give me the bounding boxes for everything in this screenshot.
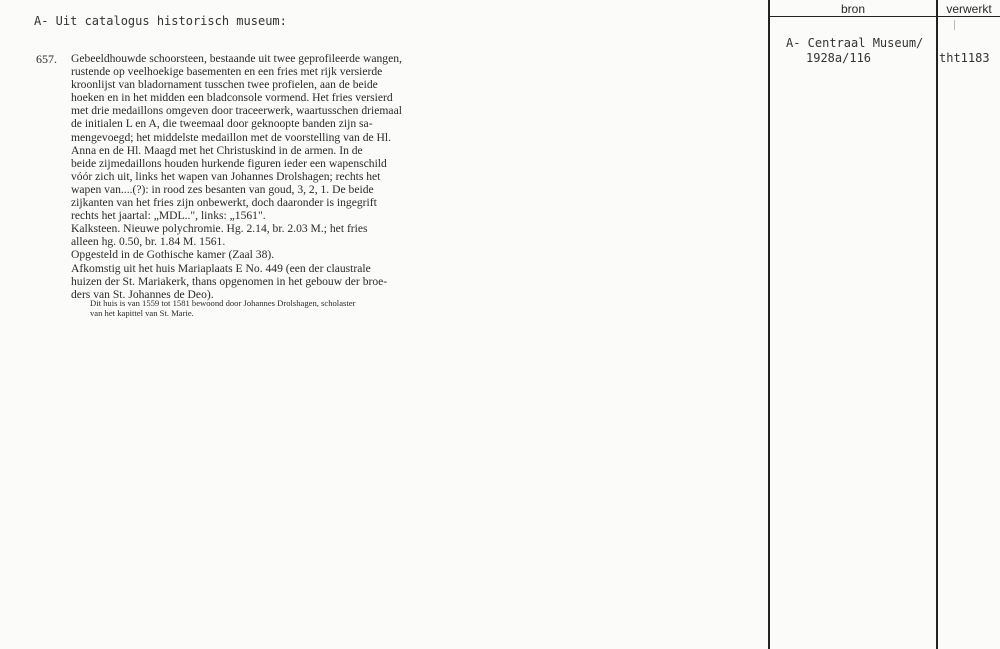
entry-line: Kalksteen. Nieuwe polychromie. Hg. 2.14, br. 2.03 M.; het fries <box>71 222 368 236</box>
entry-line: de initialen L en A, die tweemaal door geknoopte banden zijn sa- <box>71 117 373 131</box>
entry-line: wapen van....(?): in rood zes besanten van goud, 3, 2, 1. De beide <box>71 182 374 196</box>
entry-line: Opgesteld in de Gothische kamer (Zaal 38). <box>71 248 275 262</box>
entry-number: 657. <box>36 52 57 66</box>
footnote-line: van het kapittel van St. Marie. <box>90 308 194 319</box>
entry-line: rechts het jaartal: „MDL..", links: „1561". <box>71 209 266 223</box>
entry-line: zijkanten van het fries zijn onbewerkt, doch daaronder is ingegrift <box>71 196 377 210</box>
footnote <box>90 298 470 319</box>
entry-line: met drie medaillons omgeven door traceerwerk, waartusschen driemaal <box>71 104 402 118</box>
column-header-bron: bron <box>840 2 866 16</box>
entry-line: mengevoegd; het middelste medaillon met de voorstelling van de Hl. <box>71 130 392 144</box>
entry-line: vóór zich uit, links het wapen van Johannes Drolshagen; rechts het <box>71 169 381 183</box>
page-heading: A- Uit catalogus historisch museum: <box>34 14 287 28</box>
entry-line: ders van St. Johannes de Deo). <box>71 287 214 301</box>
entry-line: hoeken en in het midden een bladconsole vormend. Het fries versierd <box>71 91 393 105</box>
entry-line: huizen der St. Mariakerk, thans opgenomen in het gebouw der broe- <box>71 274 388 288</box>
header-rule <box>768 16 1000 17</box>
entry-text <box>71 52 481 301</box>
source-reference <box>786 36 923 66</box>
entry-line: Afkomstig uit het huis Mariaplaats E No. 449 (een der claustrale <box>71 261 371 275</box>
column-divider-middle <box>936 0 938 649</box>
entry-line: beide zijmedaillons houden hurkende figuren ieder een wapenschild <box>71 156 387 170</box>
tick-mark <box>954 20 955 30</box>
entry-line: Anna en de Hl. Maagd met het Christuskind in de armen. In de <box>71 143 363 157</box>
verwerkt-value: tht1183 <box>939 51 990 65</box>
source-line-1: A- Centraal Museum/ <box>786 36 924 50</box>
entry-line: kroonlijst van bladornament tusschen twee profielen, aan de beide <box>71 78 378 92</box>
footnote-line: Dit huis is van 1559 tot 1581 bewoond door Johannes Drolshagen, scholaster <box>90 298 356 308</box>
entry-line: alleen hg. 0.50, br. 1.84 M. 1561. <box>71 235 226 249</box>
entry-line: rustende op veelhoekige basementen en een fries met rijk versierde <box>71 65 383 79</box>
column-divider-left <box>768 0 770 649</box>
entry-line: Gebeeldhouwde schoorsteen, bestaande uit twee geprofileerde wangen, <box>71 52 402 65</box>
source-line-2: 1928a/116 <box>806 51 872 65</box>
column-header-verwerkt: verwerkt <box>946 2 992 16</box>
